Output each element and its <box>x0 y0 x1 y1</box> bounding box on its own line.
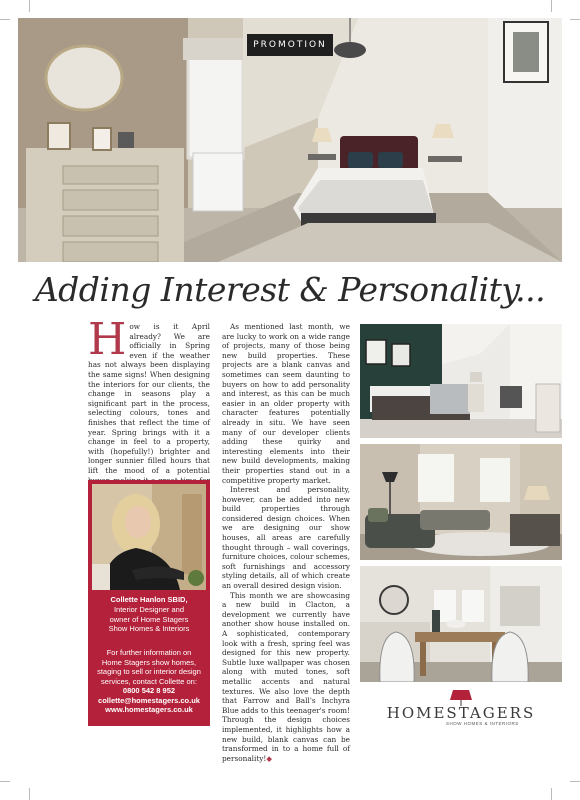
article-paragraph <box>222 591 350 764</box>
contact-info-line: Home Stagers show homes, <box>101 657 197 667</box>
end-mark-icon: ◆ <box>266 753 272 763</box>
dining-area-photo <box>360 566 562 682</box>
author-role-line: Show Homes & Interiors <box>108 624 190 633</box>
crop-mark <box>29 788 30 800</box>
teen-bedroom-photo <box>360 324 562 438</box>
crop-mark <box>0 781 10 782</box>
author-portrait <box>92 484 206 590</box>
article-paragraph: ow is it April already? We are officially in Spring even if the weather has not always been displaying the same signs! When designing the interiors for our clients, the change in seasons play a significant part in the process, selecting colours, tones and finishes that reflect the time of year. Spring brings with it a change in feel to a property, with (hopefully!) brighter and longer sunnier filled hours that lift the mood of a potential <box>88 322 210 475</box>
article-paragraph: Interest and personality, however, can be added into new build properties through considered design choices. When we are designing our show houses, all areas are carefully thought through – wall coverings, furniture choices, colour schemes, soft furnishings and accessory styling details, all of which create an overall desired design vision. <box>222 485 350 591</box>
article-paragraph: As mentioned last month, we are lucky to work on a wide range of projects, many of those being new build properties. These projects are a blank canvas and sometimes can seem daunting to buyers on how to add personality and interest, as this can be much easier in an older property with character features potentially already in situ. We have seen many of our developer clients adding these quirky and interesting elements into their new build developments, making their properties stand out in a competitive property market. <box>222 322 350 485</box>
crop-mark <box>570 19 580 20</box>
crop-mark <box>570 781 580 782</box>
article-column-1 <box>88 314 210 504</box>
contact-email: collette@homestagers.co.uk <box>98 695 200 705</box>
author-role-line: Interior Designer and <box>113 605 185 614</box>
crop-mark <box>29 0 30 12</box>
crop-mark <box>0 19 10 20</box>
author-name: Collette Hanlon SBID, <box>110 595 188 604</box>
logo-wordmark: HOMESTAGERS <box>386 704 536 722</box>
home-stagers-logo <box>360 690 562 730</box>
article-headline: Adding Interest & Personality... <box>34 270 546 309</box>
author-role-line: owner of Home Stagers <box>109 614 189 624</box>
contact-info-line: staging to sell or interior design <box>97 667 201 676</box>
contact-info-line: services, contact Collette on: <box>101 676 197 686</box>
contact-info <box>92 648 206 715</box>
promotion-label: PROMOTION <box>247 34 333 56</box>
author-profile-box <box>88 480 210 726</box>
crop-mark <box>551 0 552 12</box>
article-column-2 <box>222 322 350 763</box>
article-paragraph-text: This month we are showcasing a new build in Clacton, a development we currently have another show house installed on. A sophisticated, contemporary look with a fresh, spring feel was designed for this new property. Subtle luxe wallpaper was chosen along with muted tones, soft metallic accents and natural textures. We also love the depth that Farrow and Ball's Inchyra Blue adds to this teenager's room! Through the design choices implemented, it highlights how a new build, blank canvas can be transformed in to a home full of personality! <box>222 590 350 763</box>
crop-mark <box>551 788 552 800</box>
living-room-photo <box>360 444 562 560</box>
author-role <box>92 605 206 634</box>
contact-website: www.homestagers.co.uk <box>105 705 193 714</box>
contact-phone: 0800 542 8 952 <box>122 686 176 695</box>
logo-tagline: SHOW HOMES & INTERIORS <box>446 721 519 726</box>
contact-info-line: For further information on <box>106 648 192 657</box>
drop-cap: H <box>88 314 127 365</box>
